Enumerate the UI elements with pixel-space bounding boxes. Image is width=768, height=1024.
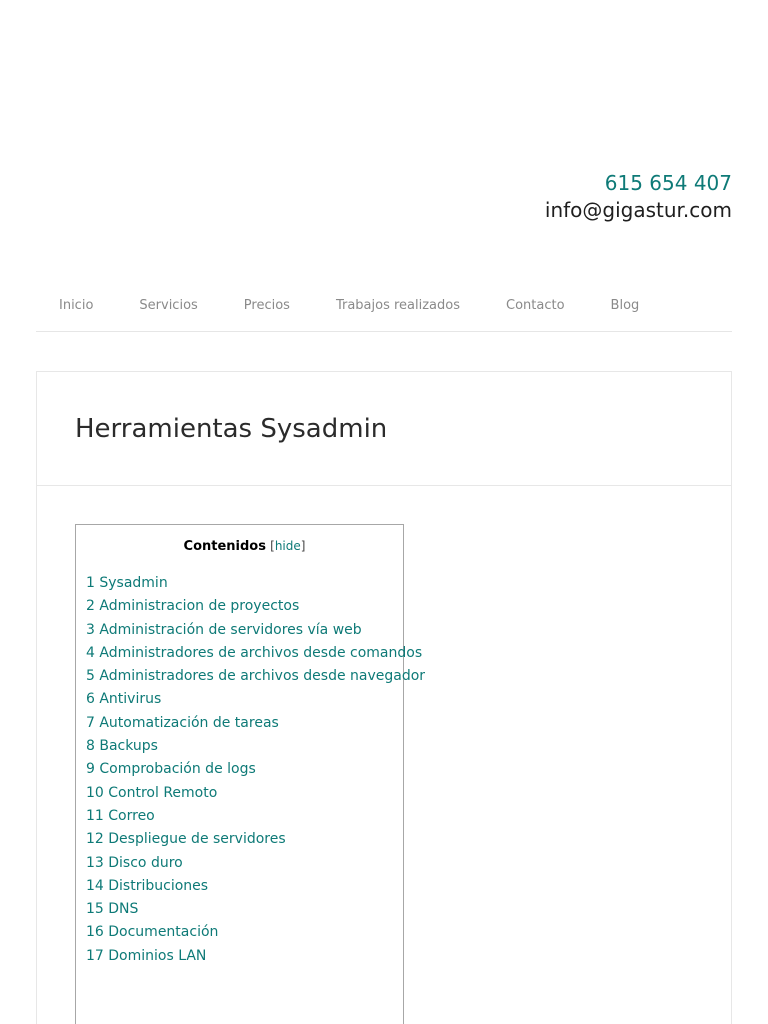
main-nav (36, 280, 732, 332)
nav-item-trabajos-realizados[interactable]: Trabajos realizados (335, 297, 460, 313)
toc-hide-link[interactable]: hide (274, 539, 301, 553)
nav-item-precios[interactable]: Precios (243, 297, 290, 313)
nav-item-blog[interactable]: Blog (610, 297, 640, 313)
toc-item (86, 875, 403, 898)
toc-item (86, 828, 403, 851)
toc-link[interactable]: 15 DNS (86, 901, 139, 918)
toc-link[interactable]: 13 Disco duro (86, 854, 183, 871)
toc-item (86, 921, 403, 944)
nav-item-inicio[interactable]: Inicio (59, 297, 94, 313)
content-card (36, 371, 732, 1024)
nav-item-servicios[interactable]: Servicios (139, 297, 198, 313)
toc-item (86, 898, 403, 921)
toc-link[interactable]: 7 Automatización de tareas (86, 714, 279, 731)
toc-title: Contenidos (183, 539, 266, 554)
toc-link[interactable]: 14 Distribuciones (86, 877, 209, 894)
toc-item (86, 782, 403, 805)
toc-link[interactable]: 8 Backups (86, 738, 158, 755)
nav-item-contacto[interactable]: Contacto (506, 297, 565, 313)
table-of-contents (75, 524, 426, 1024)
toc-link[interactable]: 9 Comprobación de logs (86, 761, 256, 778)
phone-link[interactable]: 615 654 407 (604, 171, 732, 195)
toc-header (86, 537, 403, 556)
toc-link[interactable]: 4 Administradores de archivos desde comandos (86, 644, 423, 661)
toc-link[interactable]: 11 Correo (86, 807, 155, 824)
toc-item (86, 712, 403, 735)
toc-bracket-close: ] (300, 539, 306, 553)
toc-item (86, 735, 403, 758)
toc-link[interactable]: 3 Administración de servidores vía web (86, 621, 362, 638)
toc-item (86, 805, 403, 828)
toc-link[interactable]: 10 Control Remoto (86, 784, 218, 801)
toc-item (86, 852, 403, 875)
toc-item (86, 945, 403, 968)
toc-item (86, 595, 403, 618)
toc-item (86, 665, 426, 688)
toc-item (86, 688, 403, 711)
toc-link[interactable]: 17 Dominios LAN (86, 947, 207, 964)
toc-item (86, 642, 423, 665)
toc-item (86, 572, 403, 595)
toc-link[interactable]: 1 Sysadmin (86, 575, 168, 591)
toc-link[interactable]: 6 Antivirus (86, 691, 162, 708)
toc-list (86, 572, 426, 968)
toc-link[interactable]: 2 Administracion de proyectos (86, 598, 300, 615)
card-header (37, 372, 731, 486)
toc-item (86, 758, 403, 781)
toc-link[interactable]: 5 Administradores de archivos desde navegador (86, 668, 426, 685)
toc-link[interactable]: 16 Documentación (86, 924, 219, 941)
toc-link[interactable]: 12 Despliegue de servidores (86, 831, 286, 848)
toc-item (86, 619, 403, 642)
email-link[interactable]: info@gigastur.com (544, 198, 732, 222)
contact-block (545, 170, 732, 224)
page-title: Herramientas Sysadmin (75, 413, 388, 444)
toc-bracket-open: [ (270, 539, 275, 553)
